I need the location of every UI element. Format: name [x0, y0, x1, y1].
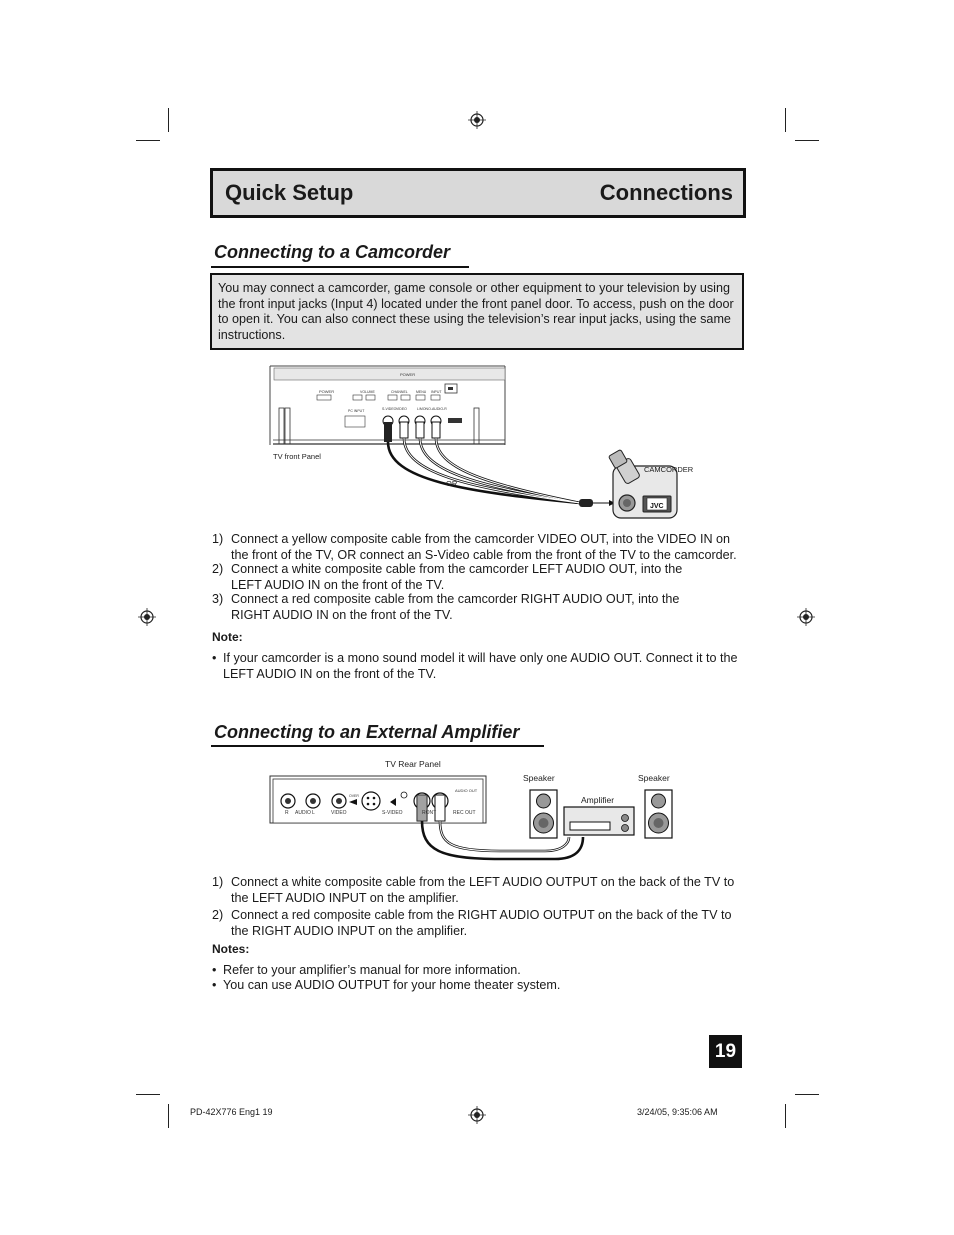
tv-rear-panel — [270, 776, 486, 823]
note-heading: Note: — [212, 630, 243, 644]
step-text: Connect a white composite cable from the LEFT AUDIO OUTPUT on the back of the TV to the LEFT AUDIO INPUT on the amplifier. — [231, 875, 735, 905]
step-item — [212, 875, 747, 906]
cables — [388, 438, 580, 503]
tv-front-panel-label: TV front Panel — [273, 452, 321, 461]
speaker-right-label: Speaker — [638, 773, 670, 783]
panel-video-label: VIDEO — [331, 810, 347, 816]
footer-right: 3/24/05, 9:35:06 AM — [637, 1107, 718, 1117]
section-title-amplifier: Connecting to an External Amplifier — [214, 722, 520, 742]
camcorder-label: CAMCORDER — [644, 465, 694, 474]
section-title-underline — [211, 745, 544, 747]
crop-mark — [785, 1104, 786, 1128]
panel-r-label: R — [285, 810, 289, 816]
registration-mark-icon — [138, 608, 156, 626]
registration-mark-icon — [468, 111, 486, 129]
panel-rec-out-label: REC OUT — [453, 810, 476, 816]
registration-mark-icon — [468, 1106, 486, 1124]
crop-mark — [136, 1094, 160, 1095]
step-number: 3) — [212, 592, 224, 606]
amplifier-connection-diagram — [265, 755, 685, 875]
step-number: 1) — [212, 875, 224, 889]
header-right-title: Connections — [599, 180, 733, 205]
panel-audio-label: L/MONO-AUDIO-R — [417, 407, 447, 411]
crop-mark — [168, 108, 169, 132]
rear-panel-label: TV Rear Panel — [385, 759, 441, 769]
panel-svideo-label: S-VIDEO — [382, 407, 397, 411]
page-number: 19 — [709, 1035, 742, 1068]
note-item: • If your camcorder is a mono sound model it will have only one AUDIO OUT. Connect it to the LEFT AUDIO IN on the front of the TV. — [212, 651, 747, 682]
intro-box: You may connect a camcorder, game console or other equipment to your television by using the front input jacks (Input 4) located under the front panel door. To access, push on the door to open it. You can also connect these using the television’s rear input jacks, using the same instructions. — [210, 273, 744, 350]
panel-audio-label: AUDIO — [295, 810, 311, 816]
page-header — [210, 168, 746, 218]
amplifier-label: Amplifier — [581, 795, 615, 805]
step-item — [212, 532, 747, 563]
panel-svideo-label: S-VIDEO — [382, 810, 403, 816]
panel-audio-out-label: AUDIO OUT — [455, 788, 478, 793]
step-item — [212, 592, 747, 623]
section-title-underline — [211, 266, 469, 268]
footer-left: PD-42X776 Eng1 19 — [190, 1107, 273, 1117]
camcorder-brand: JVC — [650, 503, 664, 510]
step-item — [212, 908, 747, 939]
note-item: • Refer to your amplifier’s manual for more information. — [212, 963, 747, 979]
step-text: Connect a red composite cable from the camcorder RIGHT AUDIO OUT, into the RIGHT AUDIO IN on the front of the TV. — [231, 592, 680, 622]
note-item: • You can use AUDIO OUTPUT for your home theater system. — [212, 978, 747, 994]
step-number: 2) — [212, 908, 224, 922]
panel-pc-input-label: PC INPUT — [348, 409, 365, 413]
step-text: Connect a yellow composite cable from the camcorder VIDEO OUT, into the VIDEO IN on the front of the TV, OR connect an S-Video cable from the front of the TV to the camcorder. — [231, 532, 737, 562]
speaker-left-label: Speaker — [523, 773, 555, 783]
note-text: Refer to your amplifier’s manual for more information. — [223, 963, 521, 977]
or-label: OR — [446, 479, 458, 488]
panel-over-label: OVER — [349, 794, 359, 798]
crop-mark — [785, 108, 786, 132]
crop-mark — [136, 140, 160, 141]
panel-menu-label: MENU — [416, 390, 427, 394]
header-left-title: Quick Setup — [225, 180, 354, 205]
step-text: Connect a red composite cable from the RIGHT AUDIO OUTPUT on the back of the TV to the RIGHT AUDIO INPUT on the amplifier. — [231, 908, 732, 938]
panel-video-label: VIDEO — [396, 407, 407, 411]
panel-l-label: L — [312, 810, 315, 816]
section-title-camcorder: Connecting to a Camcorder — [214, 242, 451, 262]
crop-mark — [168, 1104, 169, 1128]
speaker-icon — [530, 790, 557, 838]
crop-mark — [795, 140, 819, 141]
panel-power-top-label: POWER — [400, 372, 416, 377]
camcorder-icon — [608, 449, 677, 518]
step-number: 1) — [212, 532, 224, 546]
crop-mark — [795, 1094, 819, 1095]
speaker-icon — [645, 790, 672, 838]
step-number: 2) — [212, 562, 224, 576]
step-item — [212, 562, 747, 593]
panel-volume-label: VOLUME — [360, 390, 375, 394]
registration-mark-icon — [797, 608, 815, 626]
panel-ront-label: RONT — [422, 810, 437, 816]
panel-channel-label: CHANNEL — [391, 390, 408, 394]
amplifier-icon — [564, 807, 634, 835]
step-text: Connect a white composite cable from the camcorder LEFT AUDIO OUT, into the LEFT AUDIO IN on the front of the TV. — [231, 562, 683, 592]
camcorder-connection-diagram — [265, 360, 694, 525]
panel-input-label: INPUT — [431, 390, 442, 394]
note-text: You can use AUDIO OUTPUT for your home theater system. — [223, 978, 561, 992]
notes-heading: Notes: — [212, 942, 250, 956]
panel-power-label: POWER — [319, 389, 335, 394]
note-text: If your camcorder is a mono sound model it will have only one AUDIO OUT. Connect it to the LEFT AUDIO IN on the front of the TV. — [223, 651, 738, 681]
